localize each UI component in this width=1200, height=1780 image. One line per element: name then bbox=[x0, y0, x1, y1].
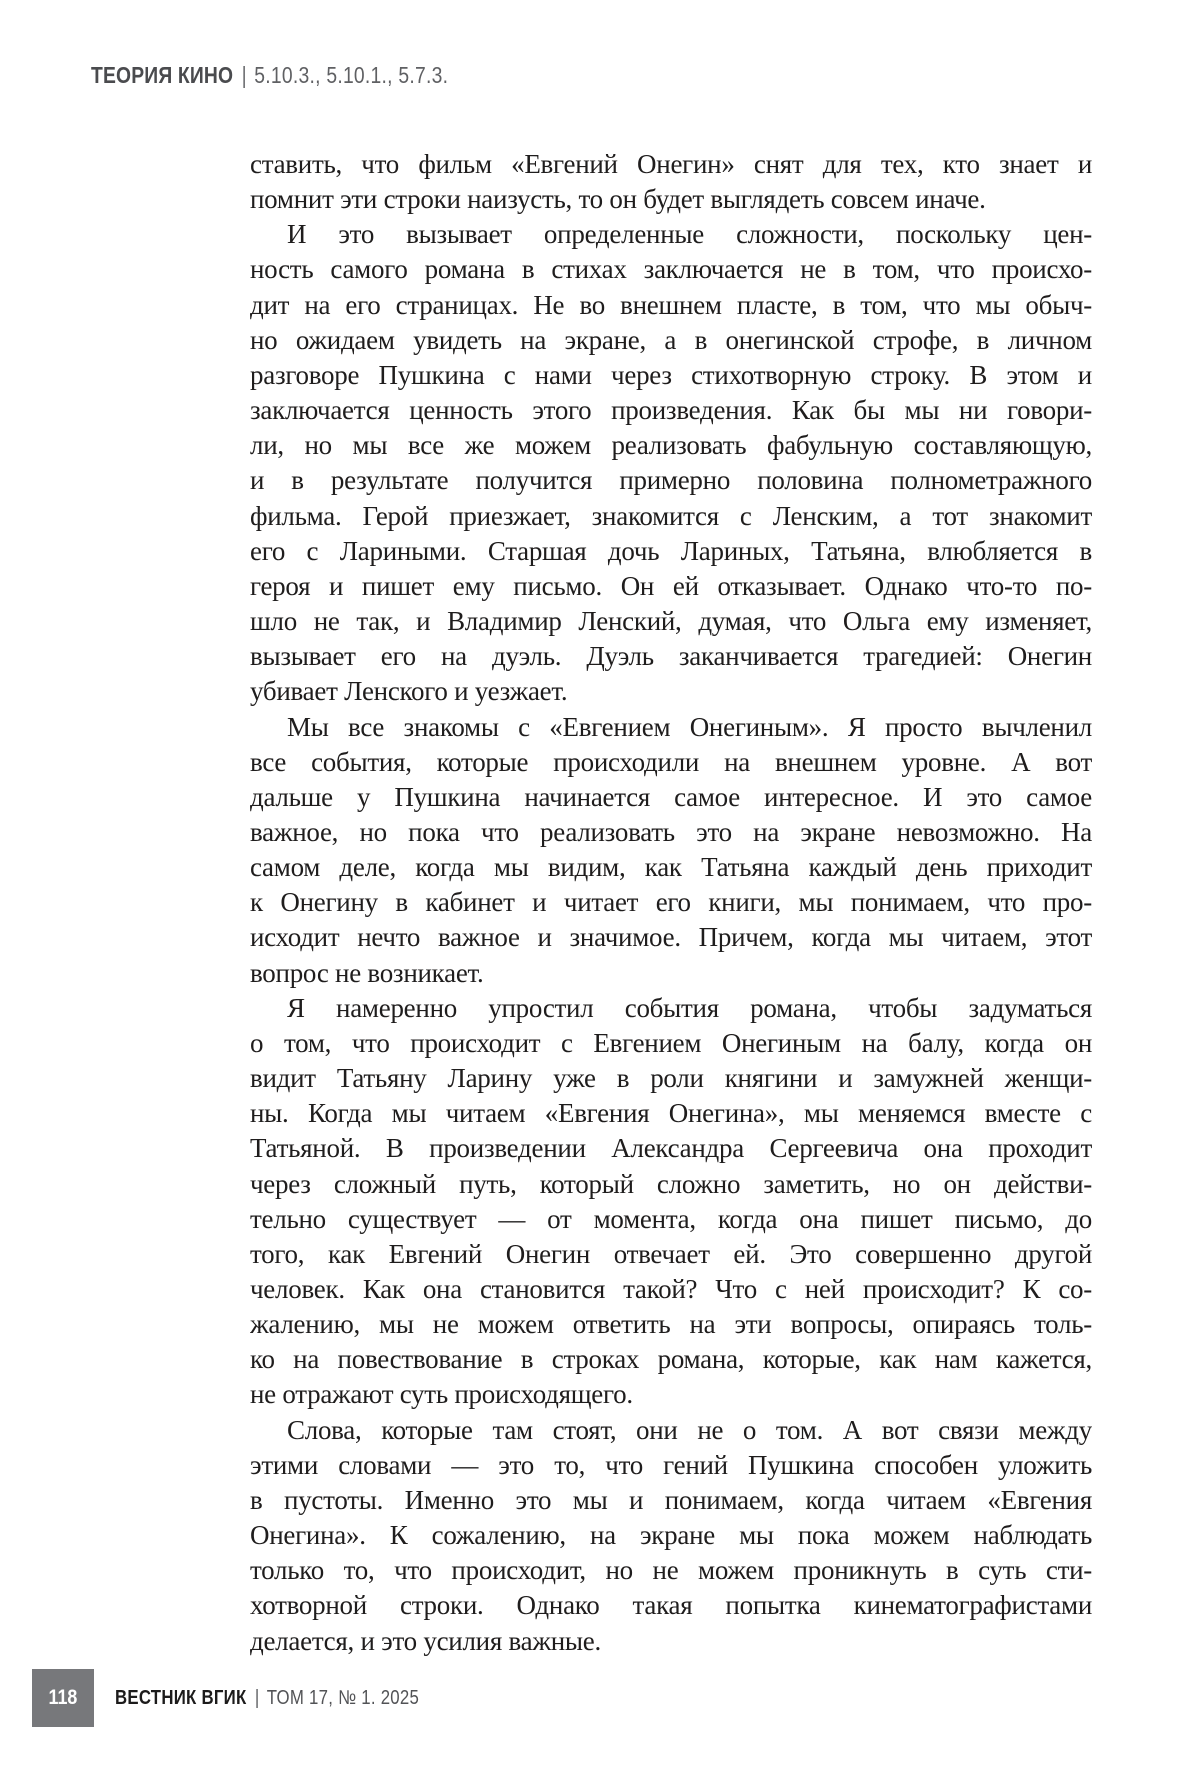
text-line: Я намеренно упростил события романа, чтобы задуматься bbox=[287, 992, 1092, 1023]
text-line: Онегина». К сожалению, на экране мы пока можем наблюдать bbox=[250, 1520, 1092, 1551]
classification-codes: 5.10.3., 5.10.1., 5.7.3. bbox=[254, 62, 449, 88]
text-line: человек. Как она становится такой? Что с ней происходит? К со- bbox=[250, 1274, 1092, 1304]
text-line: через сложный путь, который сложно заметить, но он действи- bbox=[250, 1168, 1092, 1199]
text-line: помнит эти строки наизусть, то он будет выглядеть совсем иначе. bbox=[250, 184, 986, 215]
text-line: шло не так, и Владимир Ленский, думая, что Ольга ему изменяет, bbox=[250, 606, 1092, 637]
text-line: хотворной строки. Однако такая попытка кинематографистами bbox=[250, 1590, 1092, 1621]
text-line: разговоре Пушкина с нами через стихотворную строку. В этом и bbox=[250, 359, 1092, 390]
section-label: ТЕОРИЯ КИНО bbox=[91, 62, 234, 88]
text-line: ли, но мы все же можем реализовать фабульную составляющую, bbox=[250, 430, 1092, 461]
text-line: исходит нечто важное и значимое. Причем, когда мы читаем, этот bbox=[250, 922, 1092, 953]
journal-title: ВЕСТНИК ВГИК bbox=[115, 1687, 247, 1709]
text-line: ны. Когда мы читаем «Евгения Онегина», мы меняемся вместе с bbox=[250, 1098, 1092, 1129]
text-line: важное, но пока что реализовать это на экране невозможно. На bbox=[250, 816, 1092, 847]
text-line: заключается ценность этого произведения. Как бы мы ни говори- bbox=[250, 395, 1092, 426]
text-line: ко на повествование в строках романа, которые, как нам кажется, bbox=[250, 1344, 1092, 1375]
text-line: и в результате получится примерно половина полнометражного bbox=[250, 465, 1092, 496]
text-line: делается, и это усилия важные. bbox=[250, 1625, 601, 1656]
text-line: ставить, что фильм «Евгений Онегин» снят для тех, кто знает и bbox=[250, 149, 1092, 179]
text-line: но ожидаем увидеть на экране, а в онегинской строфе, в личном bbox=[250, 324, 1092, 355]
text-line: Татьяной. В произведении Александра Сергеевича она проходит bbox=[250, 1133, 1092, 1164]
text-line: не отражают суть происходящего. bbox=[250, 1379, 633, 1410]
header-separator-bar: | bbox=[241, 62, 247, 88]
text-line: видит Татьяну Ларину уже в роли княгини и замужней женщи- bbox=[250, 1063, 1092, 1094]
footer-line bbox=[115, 1669, 477, 1727]
text-line: Мы все знакомы с «Евгением Онегиным». Я просто вычленил bbox=[287, 711, 1092, 742]
text-line: жалению, мы не можем ответить на эти вопросы, опираясь толь- bbox=[250, 1309, 1092, 1340]
text-line: этими словами — это то, что гений Пушкина способен уложить bbox=[250, 1449, 1092, 1480]
page-number: 118 bbox=[48, 1686, 78, 1709]
text-line: Слова, которые там стоят, они не о том. А вот связи между bbox=[287, 1414, 1092, 1445]
page-header bbox=[91, 60, 516, 90]
page-number-box bbox=[32, 1669, 94, 1727]
text-line: дальше у Пушкина начинается самое интересное. И это самое bbox=[250, 781, 1092, 812]
page-footer bbox=[0, 1669, 1200, 1727]
text-line: вызывает его на дуэль. Дуэль заканчивается трагедией: Онегин bbox=[250, 641, 1092, 672]
text-line: фильма. Герой приезжает, знакомится с Ленским, а тот знакомит bbox=[250, 500, 1092, 531]
text-line: все события, которые происходили на внешнем уровне. А вот bbox=[250, 746, 1092, 777]
text-line: в пустоты. Именно это мы и понимаем, когда читаем «Евгения bbox=[250, 1484, 1092, 1515]
text-line: дит на его страницах. Не во внешнем пласте, в том, что мы обыч- bbox=[250, 289, 1092, 320]
text-line: вопрос не возникает. bbox=[250, 957, 484, 988]
text-line: самом деле, когда мы видим, как Татьяна каждый день приходит bbox=[250, 852, 1092, 883]
text-line: убивает Ленского и уезжает. bbox=[250, 676, 568, 707]
text-line: о том, что происходит с Евгением Онегиным на балу, когда он bbox=[250, 1027, 1092, 1058]
text-line: тельно существует — от момента, когда она пишет письмо, до bbox=[250, 1203, 1092, 1234]
text-line: ность самого романа в стихах заключается не в том, что происхо- bbox=[250, 254, 1092, 285]
text-line: И это вызывает определенные сложности, поскольку цен- bbox=[287, 219, 1092, 250]
issue-info: ТОМ 17, № 1. 2025 bbox=[266, 1687, 420, 1709]
text-line: того, как Евгений Онегин отвечает ей. Это совершенно другой bbox=[250, 1238, 1092, 1269]
footer-separator-bar: | bbox=[254, 1687, 260, 1709]
text-line: к Онегину в кабинет и читает его книги, мы понимаем, что про- bbox=[250, 887, 1092, 918]
body-text bbox=[250, 147, 1092, 1659]
text-line: только то, что происходит, но не можем проникнуть в суть сти- bbox=[250, 1555, 1092, 1586]
text-line: его с Лариными. Старшая дочь Лариных, Татьяна, влюбляется в bbox=[250, 535, 1092, 566]
text-line: героя и пишет ему письмо. Он ей отказывает. Однако что-то по- bbox=[250, 570, 1092, 601]
